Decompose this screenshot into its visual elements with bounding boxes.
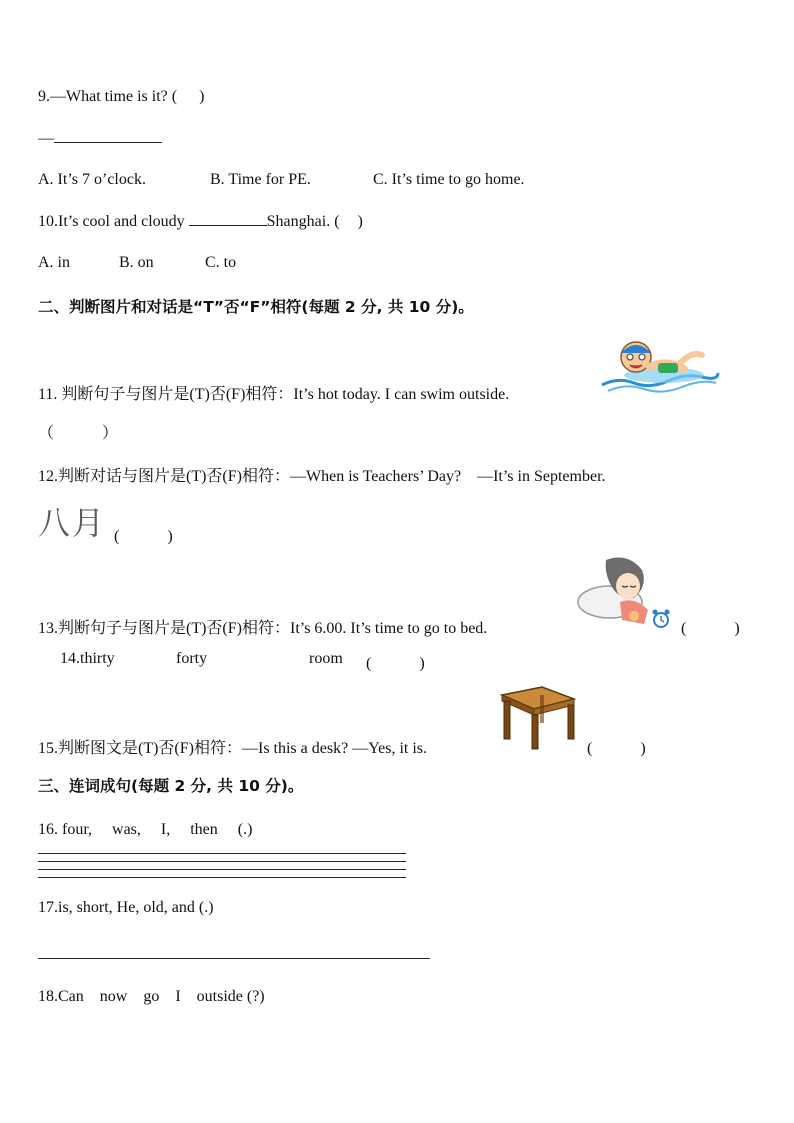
swimmer-icon <box>598 333 720 395</box>
q11-answer-parens[interactable]: （ ） <box>38 425 119 442</box>
q18-text: 18.Can now go I outside (?) <box>38 988 265 1005</box>
writing-line[interactable] <box>38 861 406 862</box>
q17-text: 17.is, short, He, old, and (.) <box>38 899 214 916</box>
q14-answer-parens[interactable]: ( ) <box>366 655 425 672</box>
q14-word-2: forty <box>176 650 208 667</box>
alarm-clock-icon <box>651 609 671 629</box>
q16-text: 16. four, was, I, then (.) <box>38 821 253 838</box>
writing-line[interactable] <box>38 853 406 854</box>
q9-option-b: B. Time for PE. <box>210 171 311 188</box>
q9-option-c: C. It’s time to go home. <box>373 171 525 188</box>
q15-text: 15.判断图文是(T)否(F)相符：—Is this a desk? —Yes, it is. <box>38 740 428 757</box>
q9-answer-line: — <box>38 130 162 148</box>
q13-answer-parens[interactable]: ( ) <box>681 620 740 637</box>
answer-line[interactable] <box>38 958 430 959</box>
desk-icon <box>498 685 578 751</box>
q10-option-b: B. on <box>119 254 154 271</box>
q14-word-1: 14.thirty <box>60 650 115 667</box>
writing-line[interactable] <box>38 877 406 878</box>
q11-text: 11. 判断句子与图片是(T)否(F)相符：It’s hot today. I can swim outside. <box>38 386 510 403</box>
q10-option-a: A. in <box>38 254 70 271</box>
section-3-title: 三、连词成句(每题 2 分, 共 10 分)。 <box>38 777 304 795</box>
fill-blank[interactable] <box>189 225 267 226</box>
q12-text: 12.判断对话与图片是(T)否(F)相符：—When is Teachers’ Day? —It’s in September. <box>38 468 606 485</box>
q13-text: 13.判断句子与图片是(T)否(F)相符：It’s 6.00. It’s time to go to bed. <box>38 620 488 637</box>
q12-answer-parens[interactable]: ( ) <box>114 528 173 545</box>
q10-option-c: C. to <box>205 254 237 271</box>
q9-option-a: A. It’s 7 o’clock. <box>38 171 146 188</box>
august-image-text: 八月 <box>38 504 107 542</box>
q9-stem: 9.—What time is it? ( ) <box>38 88 205 105</box>
q10-stem: 10.It’s cool and cloudy Shanghai. ( ) <box>38 213 363 230</box>
q15-answer-parens[interactable]: ( ) <box>587 740 646 757</box>
section-2-title: 二、判断图片和对话是“T”否“F”相符(每题 2 分, 共 10 分)。 <box>38 298 474 316</box>
answer-blank[interactable] <box>54 142 162 143</box>
writing-line[interactable] <box>38 869 406 870</box>
q14-word-3: room <box>309 650 343 667</box>
